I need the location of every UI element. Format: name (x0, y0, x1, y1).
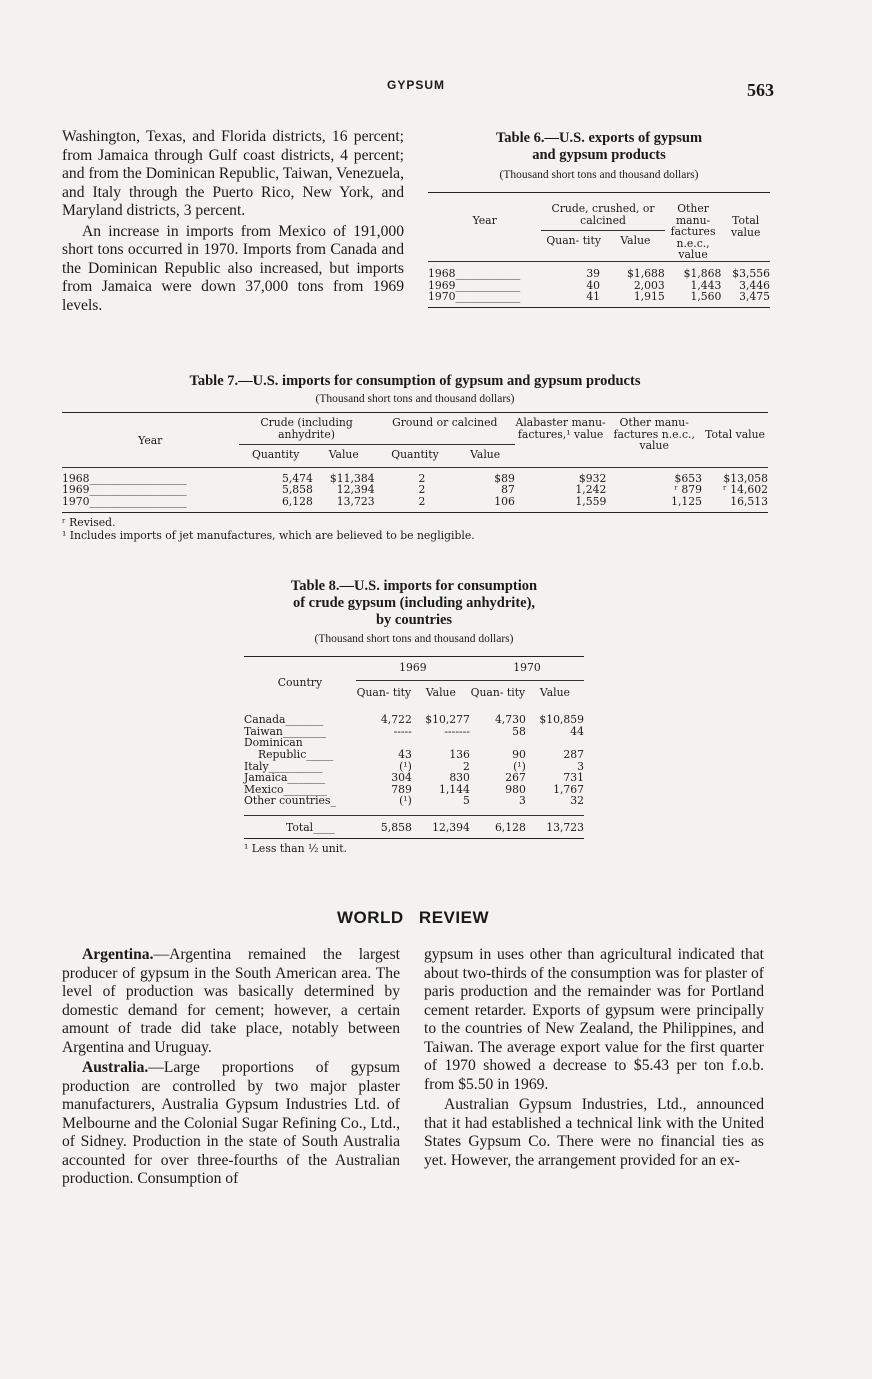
table-row (244, 708, 584, 726)
table-row (244, 795, 584, 815)
paragraph: gypsum in uses other than agricultural indicated that about two-thirds of the consumption was for plaster of paris production and the remainder was for Portland cement retarder. Exports of gypsum were principally to the countries of New Zealand, the Philippines, and Taiwan. The average export value for the first quarter of 1970 showed a decrease to $5.43 per ton f.o.b. from $5.50 in 1969. (424, 946, 764, 1093)
value-cell: 136 (449, 747, 470, 761)
table-row (62, 467, 768, 484)
table-subtitle: (Thousand short tons and thousand dollars) (314, 633, 514, 645)
col-header: Crude (including anhydrite) (239, 413, 375, 445)
col-header: Value (425, 685, 456, 699)
other-cell: $653 (674, 471, 703, 485)
qty-cell: 4,722 (380, 713, 412, 727)
country-cell: Italy__________ (244, 759, 323, 773)
qty-cell: 40 (586, 278, 601, 292)
other-cell: 1,560 (690, 290, 722, 304)
col-header: 1970 (470, 657, 584, 681)
col-header: Value (328, 448, 359, 462)
year-cell: 1970__________________ (62, 494, 187, 508)
table-caption: of crude gypsum (including anhydrite), (292, 595, 536, 611)
qty-cell: (¹) (399, 794, 412, 808)
qty-cell: 267 (505, 771, 526, 785)
qty-cell: 980 (505, 782, 526, 796)
col-header: Year (138, 434, 163, 447)
value-cell: 13,723 (546, 820, 584, 834)
paragraph: An increase in imports from Mexico of 191,000 short tons occurred in 1970. Imports from Canada and the Dominican Republic also increased, but imports from Jamaica were down 37,000 tons from 1969 levels. (62, 222, 404, 314)
table-row (428, 261, 770, 279)
paragraph: Washington, Texas, and Florida districts, 16 percent; from Jamaica through Gulf coast districts, 4 percent; and from the Dominican Republic, Taiwan, Venezuela, and Italy through the Puerto Rico, New York, and Maryland districts, 3 percent. (62, 128, 404, 219)
value-cell: 731 (563, 771, 584, 785)
qty-cell: 5,474 (282, 471, 313, 485)
table-8 (244, 578, 584, 855)
value-cell: 32 (570, 794, 584, 808)
col-header: Other manu- factures n.e.c., value (670, 202, 716, 262)
value-cell: 2 (463, 759, 470, 773)
total-label: Total____ (286, 820, 335, 834)
col-header: Country (277, 676, 323, 689)
total-cell: 3,475 (739, 290, 770, 304)
qty-cell: 90 (512, 747, 526, 761)
qty-cell: 6,128 (282, 494, 313, 508)
country-cell: Taiwan________ (244, 724, 327, 738)
table-subtitle: (Thousand short tons and thousand dollars) (315, 393, 515, 405)
qty-cell: 2 (418, 471, 426, 485)
table-caption: and gypsum products (532, 147, 666, 163)
value-cell: 13,723 (336, 494, 375, 508)
running-head: GYPSUM (386, 78, 445, 92)
other-cell: ʳ 879 (674, 483, 703, 497)
value-cell: 5 (463, 794, 470, 808)
qty-cell: 58 (512, 724, 526, 738)
left-top-text (62, 128, 404, 315)
year-cell: 1968____________ (428, 266, 521, 280)
table-row (428, 291, 770, 307)
section-heading: WORLD REVIEW (337, 908, 489, 927)
total-cell: 16,513 (730, 494, 768, 508)
col-header: Quan- tity (546, 233, 601, 247)
value-cell: 12,394 (432, 820, 470, 834)
table-caption: Table 7.—U.S. imports for consumption of gypsum and gypsum products (189, 373, 641, 389)
col-header: Quan- tity (356, 685, 412, 699)
col-header: Value (539, 685, 570, 699)
value-cell: 1,767 (553, 782, 584, 796)
world-right-column (424, 946, 764, 1170)
country-cell: Mexico________ (244, 782, 327, 796)
value-cell: 12,394 (336, 483, 375, 497)
total-cell: $3,556 (732, 266, 770, 280)
table-caption: Table 8.—U.S. imports for consumption (290, 578, 538, 594)
alabaster-cell: 1,242 (575, 483, 607, 497)
table-caption: Table 6.—U.S. exports of gypsum (495, 130, 703, 146)
paragraph: Argentina.—Argentina remained the largest producer of gypsum in the South American area. The level of production was basically determined by domestic demand for cement; however, a certain amount of trade did take place, notably between Argentina and Uruguay. (62, 946, 400, 1056)
qty-cell: 43 (398, 747, 412, 761)
data-table (244, 656, 584, 839)
qty-cell: 2 (418, 494, 426, 508)
alabaster-cell: 1,559 (575, 494, 607, 508)
qty-cell: 304 (391, 771, 412, 785)
col-header: Quan- tity (470, 685, 526, 699)
col-header: Quantity (391, 448, 439, 462)
col-header: Value (470, 448, 501, 462)
qty-cell: 3 (518, 794, 526, 808)
value-cell: 2,003 (633, 278, 665, 292)
qty-cell: 5,858 (282, 483, 313, 497)
value-cell: $1,688 (626, 266, 665, 280)
country-cell: Republic_____ (258, 747, 334, 761)
footnote: ¹ Includes imports of jet manufactures, which are believed to be negligible. (62, 528, 475, 542)
col-header: Year (472, 214, 497, 227)
qty-cell: 41 (586, 290, 601, 304)
value-cell: 3 (577, 759, 584, 773)
year-cell: 1969____________ (428, 278, 521, 292)
qty-cell: 6,128 (494, 820, 526, 834)
qty-cell: 39 (586, 266, 601, 280)
paragraph: Australian Gypsum Industries, Ltd., announced that it had established a technical link with the United States Gypsum Co. There were no financial ties as yet. However, the arrangement provided for an ex- (424, 1096, 764, 1169)
qty-cell: 789 (391, 782, 412, 796)
qty-cell: 2 (418, 483, 426, 497)
total-cell: $13,058 (723, 471, 768, 485)
year-cell: 1970____________ (428, 290, 521, 304)
col-header: Ground or calcined (375, 413, 515, 445)
table-body (244, 708, 584, 815)
col-header: Total value (705, 428, 765, 441)
table-row (62, 496, 768, 512)
value-cell: 44 (570, 724, 584, 738)
other-cell: $1,868 (683, 266, 722, 280)
alabaster-cell: $932 (578, 471, 607, 485)
footnote: ¹ Less than ½ unit. (244, 841, 347, 855)
value-cell: 1,144 (439, 782, 470, 796)
country-cell: Other countries_ (244, 794, 336, 808)
total-cell: ʳ 14,602 (723, 483, 768, 497)
total-cell: 3,446 (739, 278, 770, 292)
col-header: Value (620, 233, 651, 247)
col-header: Crude, crushed, or calcined (541, 193, 664, 231)
value-cell: 287 (563, 747, 584, 761)
page-number: 563 (747, 80, 774, 100)
col-header: Other manu- factures n.e.c., value (613, 416, 695, 453)
qty-cell: 5,858 (380, 820, 412, 834)
value-cell: $11,384 (329, 471, 375, 485)
value-cell: 1,915 (633, 290, 665, 304)
value-cell: 87 (501, 483, 515, 497)
table-row (244, 772, 584, 784)
value-cell: ------- (444, 724, 470, 738)
country-cell: Canada_______ (244, 713, 324, 727)
country-cell: Dominican (244, 736, 303, 750)
value-cell: $10,277 (425, 713, 470, 727)
table-subtitle: (Thousand short tons and thousand dollars) (499, 169, 699, 181)
total-row (244, 815, 584, 838)
qty-cell: (¹) (399, 759, 412, 773)
other-cell: 1,443 (690, 278, 722, 292)
value-cell: 830 (449, 771, 470, 785)
year-cell: 1969__________________ (62, 483, 187, 497)
value-cell: $10,859 (539, 713, 584, 727)
qty-cell: 4,730 (494, 713, 526, 727)
paragraph: Australia.—Large proportions of gypsum production are controlled by two major plaster manufacturers, Australia Gypsum Industries Ltd. of Melbourne and the Colonial Sugar Refining Co., Ltd., of Sidney. Production in the state of South Australia accounted for over three-fourths of the Australian production. Consumption of (62, 1059, 400, 1187)
world-left-column (62, 946, 400, 1189)
col-header: Alabaster manu- factures,¹ value (515, 416, 606, 441)
table-7 (62, 373, 768, 542)
qty-cell: (¹) (513, 759, 526, 773)
value-cell: 106 (494, 494, 515, 508)
table-row (244, 749, 584, 761)
year-cell: 1968__________________ (62, 471, 187, 485)
other-cell: 1,125 (671, 494, 703, 508)
value-cell: $89 (494, 471, 515, 485)
table-6 (428, 130, 770, 308)
table-caption: by countries (375, 612, 453, 628)
data-table (428, 192, 770, 308)
country-cell: Jamaica_______ (244, 771, 326, 785)
qty-cell: ----- (393, 724, 412, 738)
footnote: ʳ Revised. (62, 515, 116, 529)
col-header: Quantity (251, 448, 300, 462)
col-header: 1969 (356, 657, 470, 681)
data-table (62, 412, 768, 513)
col-header: Total value (731, 214, 761, 239)
